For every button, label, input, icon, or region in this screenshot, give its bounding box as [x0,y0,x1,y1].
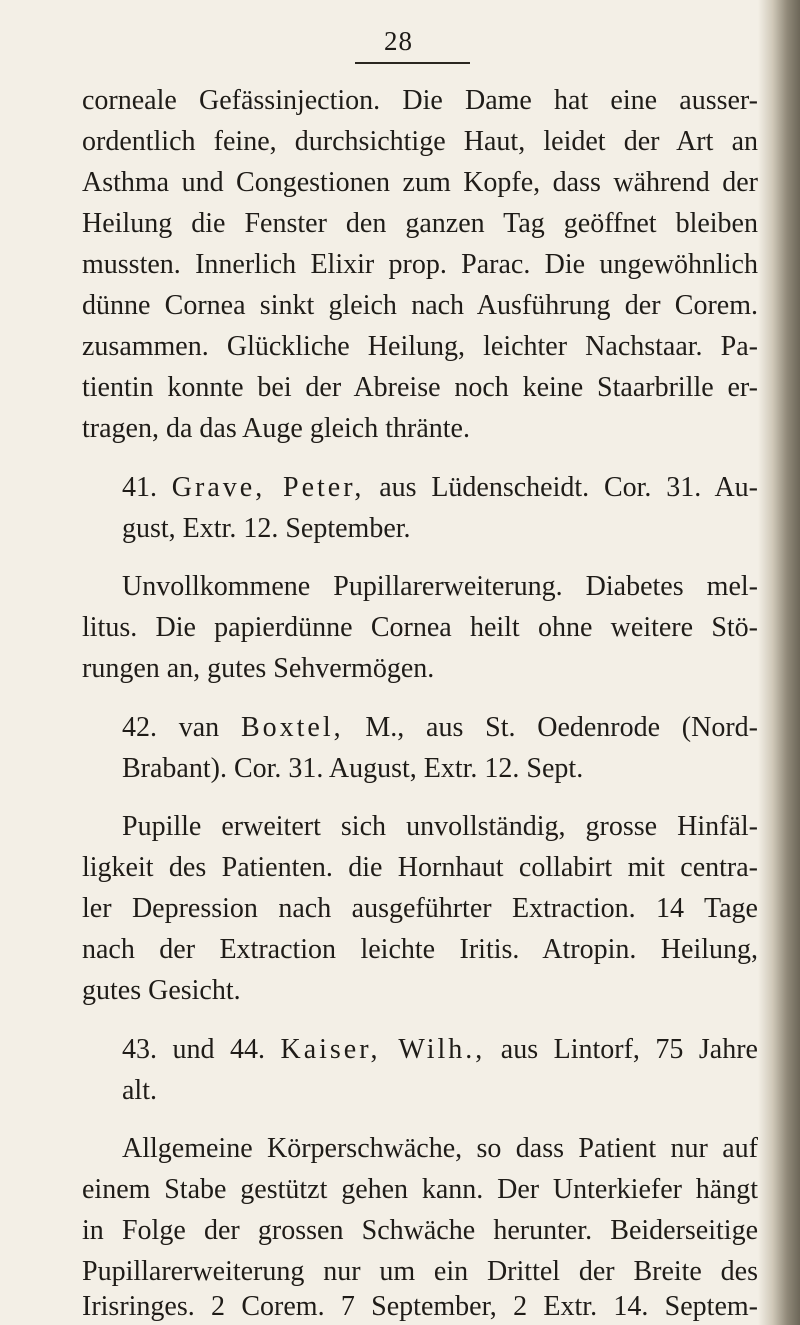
text-line: zusammen. Glückliche Heilung, leichter Nachstaar. Pa- [82,331,758,362]
case-42-text: Pupille erweitert sich unvollständig, grosse Hinfäl- [122,811,758,842]
text-line: mussten. Innerlich Elixir prop. Parac. Die ungewöhnlich [82,249,758,280]
case-41-text: Unvollkommene Pupillarerweiterung. Diabetes mel- [122,571,758,602]
page-edge-shadow [758,0,800,1325]
patient-name: Boxtel, [240,712,344,743]
text-line: tragen, da das Auge gleich thränte. [82,413,470,444]
case-42-heading: 42. van Boxtel, M., aus St. Oedenrode (Nord- [122,712,759,743]
case-42-text: ligkeit des Patienten. die Hornhaut collabirt mit centra- [82,852,758,883]
case-43-text: einem Stabe gestützt gehen kann. Der Unterkiefer hängt [82,1174,758,1205]
case-43-text: Pupillarerweiterung nur um ein Drittel der Breite des [82,1256,758,1287]
text-line: corneale Gefässinjection. Die Dame hat eine ausser- [82,85,758,116]
case-43-heading: 43. und 44. Kaiser, Wilh., aus Lintorf, 75 Jahre [122,1034,758,1065]
case-43-text: Irisringes. 2 Corem. 7 September, 2 Extr. 14. Septem- [82,1291,758,1322]
case-42-text: gutes Gesicht. [82,975,241,1006]
page-number: 28 [384,26,413,56]
text-line: Heilung die Fenster den ganzen Tag geöffnet bleiben [82,208,758,239]
case-41-text: rungen an, gutes Sehvermögen. [82,653,435,684]
case-43-text: in Folge der grossen Schwäche herunter. Beiderseitige [82,1215,758,1246]
text-line: ordentlich feine, durchsichtige Haut, leidet der Art an [82,126,758,157]
case-41-heading: 41. Grave, Peter, aus Lüdenscheidt. Cor. 31. Au- [122,472,759,503]
case-41-heading-cont: gust, Extr. 12. September. [122,513,411,544]
case-43-heading-cont: alt. [122,1075,157,1106]
case-43-text: Allgemeine Körperschwäche, so dass Patient nur auf [122,1133,758,1164]
text-line: tientin konnte bei der Abreise noch keine Staarbrille er- [82,372,758,403]
case-42-text: nach der Extraction leichte Iritis. Atropin. Heilung, [82,934,758,965]
case-42-text: ler Depression nach ausgeführter Extraction. 14 Tage [82,893,758,924]
patient-name: Grave, Peter, [171,472,365,503]
text-line: Asthma und Congestionen zum Kopfe, dass während der [82,167,758,198]
page-number-rule [355,62,470,64]
case-41-text: litus. Die papierdünne Cornea heilt ohne weitere Stö- [82,612,758,643]
text-line: dünne Cornea sinkt gleich nach Ausführung der Corem. [82,290,758,321]
case-42-heading-cont: Brabant). Cor. 31. August, Extr. 12. Sept. [122,753,584,784]
patient-name: Kaiser, Wilh., [280,1034,486,1065]
